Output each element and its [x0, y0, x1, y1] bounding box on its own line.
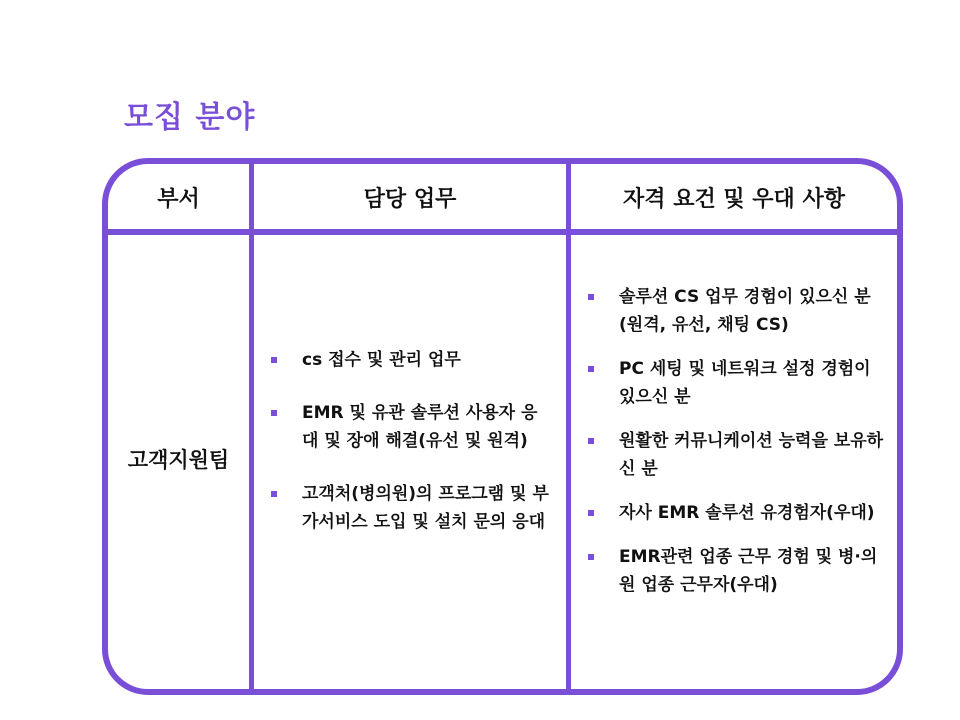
list-item: [588, 499, 888, 527]
header-duties: 담당 업무: [363, 186, 457, 212]
square-bullet-icon: [588, 438, 594, 444]
duties-list: [271, 346, 551, 561]
list-item: [588, 283, 888, 339]
qualification-text: 자사 EMR 솔루션 유경험자(우대): [619, 503, 875, 523]
qualification-text: EMR관련 업종 근무 경험 및 병·의원 업종 근무자(우대): [619, 547, 878, 595]
duty-text: cs 접수 및 관리 업무: [302, 350, 461, 370]
square-bullet-icon: [588, 294, 594, 300]
column-divider: [566, 158, 571, 695]
section-title: 모집 분야: [124, 100, 256, 135]
list-item: [588, 427, 888, 483]
duty-text: 고객처(병의원)의 프로그램 및 부가서비스 도입 및 설치 문의 응대: [302, 484, 549, 532]
square-bullet-icon: [271, 491, 277, 497]
list-item: [271, 399, 551, 455]
qualification-text: 원활한 커뮤니케이션 능력을 보유하신 분: [619, 431, 884, 479]
square-bullet-icon: [271, 410, 277, 416]
list-item: [271, 346, 551, 374]
square-bullet-icon: [588, 554, 594, 560]
qualification-text: 솔루션 CS 업무 경험이 있으신 분(원격, 유선, 채팅 CS): [619, 287, 871, 335]
qualifications-list: [588, 283, 888, 615]
duty-text: EMR 및 유관 솔루션 사용자 응대 및 장애 해결(유선 및 원격): [302, 403, 538, 451]
qualification-text: PC 세팅 및 네트워크 설정 경험이 있으신 분: [619, 359, 871, 407]
list-item: [271, 480, 551, 536]
list-item: [588, 355, 888, 411]
square-bullet-icon: [588, 366, 594, 372]
department-cell: 고객지원팀: [127, 448, 230, 472]
square-bullet-icon: [588, 510, 594, 516]
list-item: [588, 543, 888, 599]
square-bullet-icon: [271, 357, 277, 363]
header-department: 부서: [157, 186, 200, 212]
header-qualifications: 자격 요건 및 우대 사항: [623, 186, 845, 212]
column-divider: [249, 158, 254, 695]
